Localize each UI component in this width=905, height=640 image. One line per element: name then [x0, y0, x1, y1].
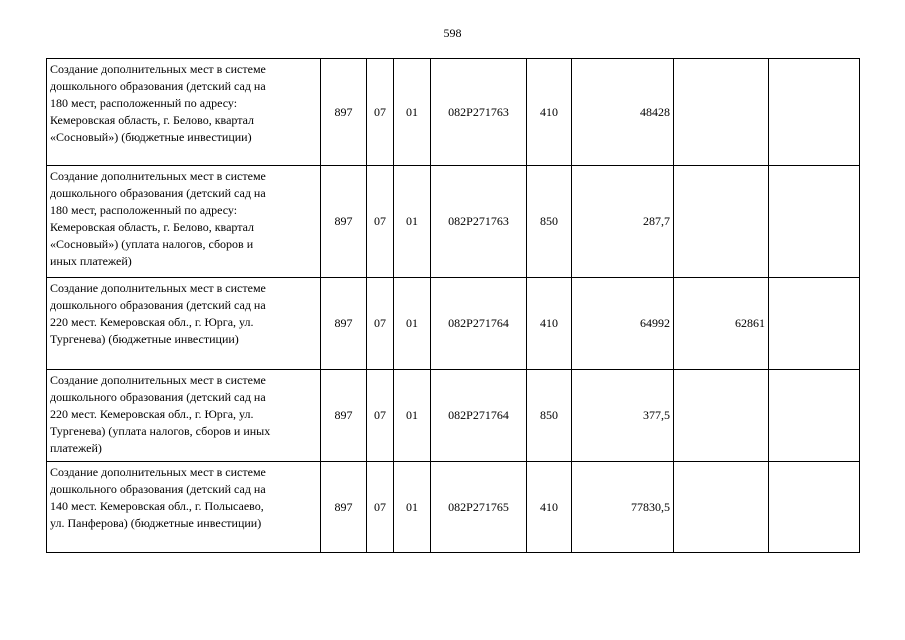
- table-row: [47, 370, 860, 462]
- target-article-cell: 082P271764: [431, 278, 527, 370]
- ministry-code-cell: 897: [321, 278, 367, 370]
- amount-1-cell: 64992: [572, 278, 674, 370]
- description-cell: Создание дополнительных мест в системе дошкольного образования (детский сад на 140 мест. Кемеровская обл., г. Полысаево, ул. Панферова) (бюджетные инвестиции): [47, 462, 321, 553]
- amount-1-cell: 377,5: [572, 370, 674, 462]
- ministry-code-cell: 897: [321, 59, 367, 166]
- amount-2-cell: [674, 370, 769, 462]
- expense-type-cell: 850: [527, 166, 572, 278]
- section-cell: 07: [367, 166, 394, 278]
- amount-1-cell: 48428: [572, 59, 674, 166]
- section-cell: 07: [367, 462, 394, 553]
- expense-type-cell: 410: [527, 462, 572, 553]
- target-article-cell: 082P271763: [431, 166, 527, 278]
- amount-3-cell: [769, 462, 860, 553]
- budget-table: [46, 58, 860, 553]
- ministry-code-cell: 897: [321, 370, 367, 462]
- amount-3-cell: [769, 59, 860, 166]
- table-row: [47, 166, 860, 278]
- subsection-cell: 01: [394, 59, 431, 166]
- subsection-cell: 01: [394, 166, 431, 278]
- target-article-cell: 082P271763: [431, 59, 527, 166]
- table-row: [47, 59, 860, 166]
- amount-2-cell: [674, 462, 769, 553]
- amount-1-cell: 77830,5: [572, 462, 674, 553]
- amount-2-cell: [674, 59, 769, 166]
- description-cell: Создание дополнительных мест в системе дошкольного образования (детский сад на 220 мест. Кемеровская обл., г. Юрга, ул. Тургенева) (уплата налогов, сборов и иных платежей): [47, 370, 321, 462]
- amount-3-cell: [769, 278, 860, 370]
- section-cell: 07: [367, 370, 394, 462]
- ministry-code-cell: 897: [321, 166, 367, 278]
- amount-2-cell: [674, 166, 769, 278]
- amount-3-cell: [769, 166, 860, 278]
- section-cell: 07: [367, 278, 394, 370]
- table-row: [47, 278, 860, 370]
- table-row: [47, 462, 860, 553]
- description-cell: Создание дополнительных мест в системе дошкольного образования (детский сад на 220 мест. Кемеровская обл., г. Юрга, ул. Тургенева) (бюджетные инвестиции): [47, 278, 321, 370]
- target-article-cell: 082P271764: [431, 370, 527, 462]
- amount-3-cell: [769, 370, 860, 462]
- section-cell: 07: [367, 59, 394, 166]
- description-cell: Создание дополнительных мест в системе дошкольного образования (детский сад на 180 мест, расположенный по адресу: Кемеровская область, г. Белово, квартал «Сосновый») (уплата налогов, сборов и иных платежей): [47, 166, 321, 278]
- subsection-cell: 01: [394, 278, 431, 370]
- description-cell: Создание дополнительных мест в системе дошкольного образования (детский сад на 180 мест, расположенный по адресу: Кемеровская область, г. Белово, квартал «Сосновый») (бюджетные инвестиции): [47, 59, 321, 166]
- subsection-cell: 01: [394, 370, 431, 462]
- ministry-code-cell: 897: [321, 462, 367, 553]
- subsection-cell: 01: [394, 462, 431, 553]
- expense-type-cell: 410: [527, 59, 572, 166]
- target-article-cell: 082P271765: [431, 462, 527, 553]
- expense-type-cell: 410: [527, 278, 572, 370]
- amount-2-cell: 62861: [674, 278, 769, 370]
- page-number: 598: [443, 26, 462, 40]
- expense-type-cell: 850: [527, 370, 572, 462]
- amount-1-cell: 287,7: [572, 166, 674, 278]
